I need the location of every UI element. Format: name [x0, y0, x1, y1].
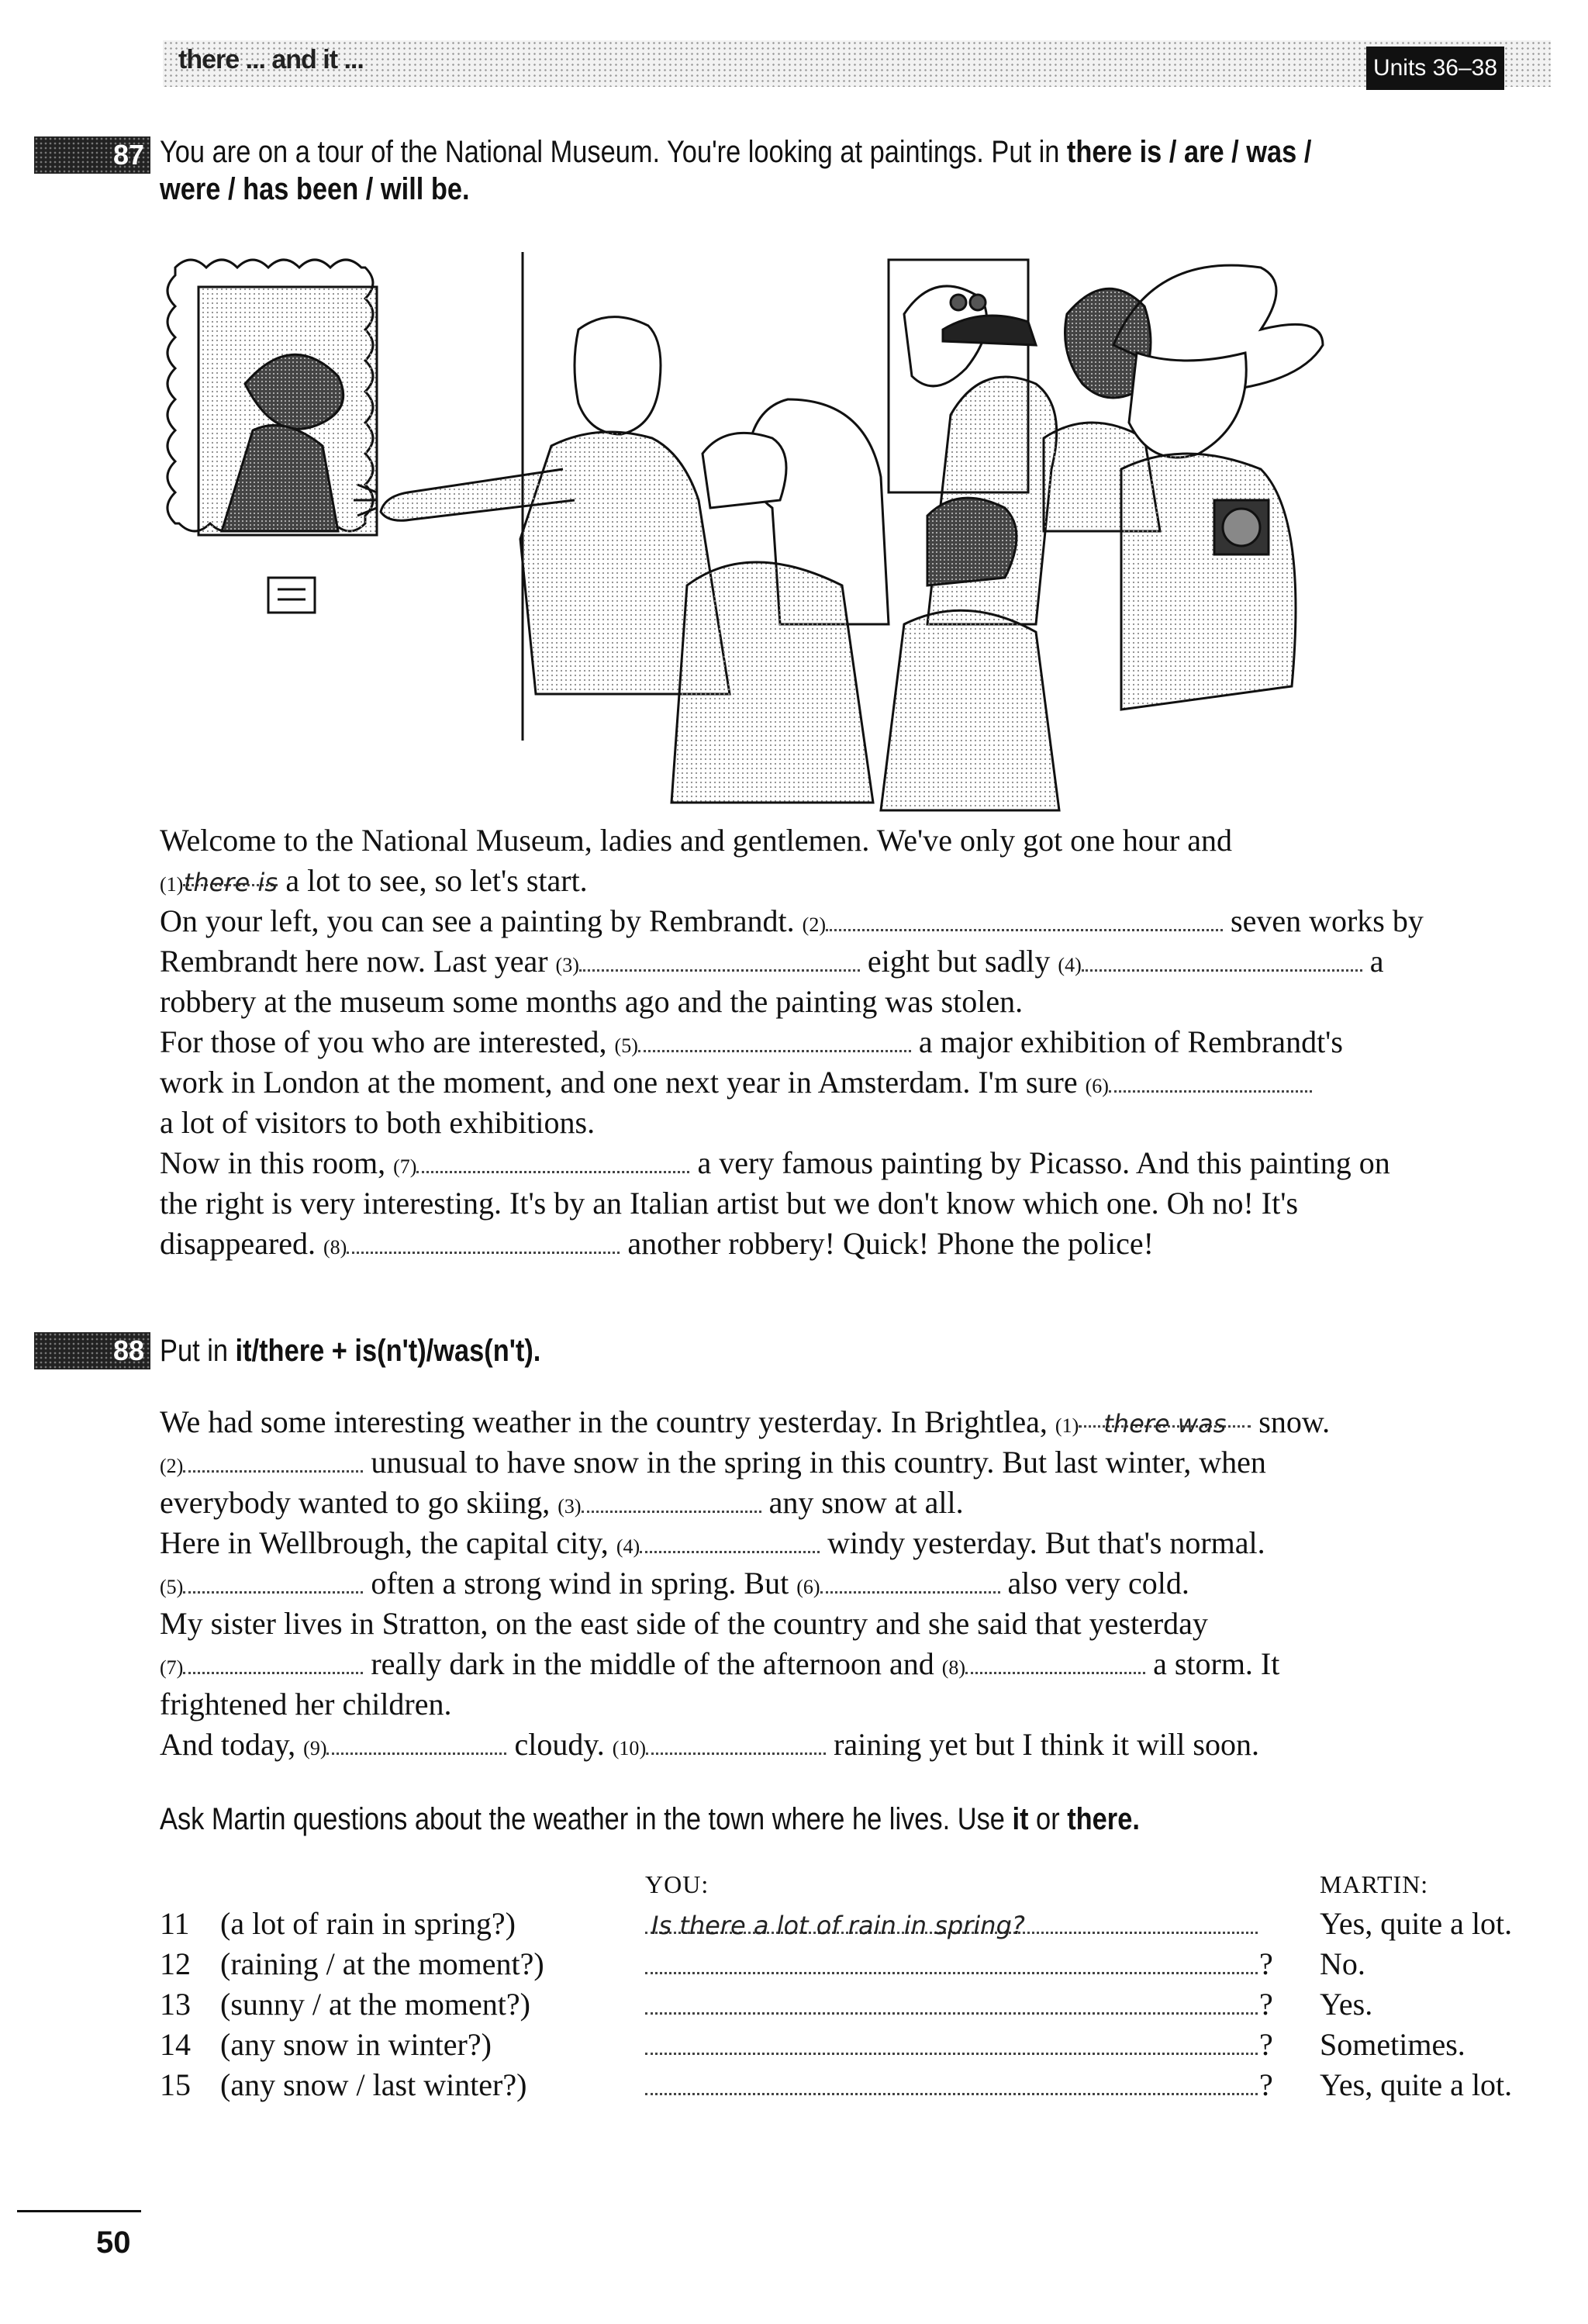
question-row: 11 (a lot of rain in spring?) Is there a lot of rain in spring? Yes, quite a lot.	[160, 1904, 1555, 1944]
handwritten-answer: there was	[1103, 1409, 1227, 1438]
answer-blank-88-1[interactable]	[1079, 1402, 1251, 1438]
answer-blank-87-2[interactable]	[826, 906, 1223, 931]
answer-blank-87-8[interactable]	[347, 1228, 620, 1254]
you-column-label: YOU:	[645, 1870, 709, 1898]
answer-blank-88-5[interactable]	[183, 1568, 363, 1594]
museum-tour-illustration	[160, 237, 1478, 814]
answer-line-13[interactable]	[645, 1984, 1258, 2015]
exercise-87-badge: 87	[34, 136, 150, 174]
exercise-88-badge: 88	[34, 1332, 150, 1369]
handwritten-answer: there is	[183, 868, 278, 897]
answer-line-12[interactable]	[645, 1944, 1258, 1974]
question-row: 14 (any snow in winter?) ? Sometimes.	[160, 2025, 1555, 2065]
exercise-88-text: We had some interesting weather in the country yesterday. In Brightlea, (1) there was snow. (2) unusual to have snow in the spring in this country. But last winter, when everybody wanted to go skiing, (3) any snow at all. Here in Wellbrough, the capital city, (4) windy yesterday. But that's normal. (5) often a strong wind in spring. But (6) also very cold. My sister lives in Stratton, on the east side of the country and she said that yesterday (7) really dark in the middle of the afternoon and (8) a storm. It frightened her children. And today, (9) cloudy. (10) raining yet but I think it will soon.	[160, 1402, 1555, 1765]
answer-blank-88-3[interactable]	[582, 1487, 761, 1513]
answer-blank-88-9[interactable]	[326, 1729, 506, 1755]
exercise-88-part2-instruction: Ask Martin questions about the weather in the town where he lives. Use it or there.	[160, 1802, 1140, 1836]
question-row: 12 (raining / at the moment?) ? No.	[160, 1944, 1555, 1984]
answer-blank-87-1[interactable]	[183, 861, 278, 897]
units-tab: Units 36–38	[1366, 47, 1504, 90]
question-table	[160, 1904, 1555, 2105]
question-row: 15 (any snow / last winter?) ? Yes, quite a lot.	[160, 2065, 1555, 2105]
answer-blank-87-5[interactable]	[638, 1027, 911, 1052]
answer-line-15[interactable]	[645, 2065, 1258, 2095]
answer-blank-88-4[interactable]	[640, 1528, 820, 1553]
answer-line-11[interactable]	[645, 1904, 1258, 1940]
exercise-87-text: Welcome to the National Museum, ladies and gentlemen. We've only got one hour and (1)there is a lot to see, so let's start. On your left, you can see a painting by Rembrandt. (2) seven works by Rembrandt here now. Last year (3) eight but sadly (4) a robbery at the museum some months ago and the painting was stolen. For those of you who are interested, (5) a major exhibition of Rembrandt's work in London at the moment, and one next year in Amsterdam. I'm sure (6) a lot of visitors to both exhibitions. Now in this room, (7) a very famous painting by Picasso. And this painting on the right is very interesting. It's by an Italian artist but we don't know which one. Oh no! It's disappeared. (8) another robbery! Quick! Phone the police!	[160, 823, 1424, 1261]
question-row: 13 (sunny / at the moment?) ? Yes.	[160, 1984, 1555, 2025]
handwritten-answer: Is there a lot of rain in spring?	[651, 1911, 1025, 1940]
header-band	[163, 40, 1551, 87]
page-number-rule	[17, 2210, 141, 2212]
martin-column-label: MARTIN:	[1320, 1870, 1429, 1898]
exercise-87-instruction: You are on a tour of the National Museum. You're looking at paintings. Put in there is / are / was / were / has been / will be.	[160, 135, 1312, 206]
answer-blank-87-3[interactable]	[579, 946, 860, 972]
answer-blank-88-2[interactable]	[183, 1447, 363, 1473]
answer-blank-88-7[interactable]	[183, 1649, 363, 1674]
answer-blank-88-10[interactable]	[646, 1729, 826, 1755]
answer-line-14[interactable]	[645, 2025, 1258, 2055]
answer-blank-88-6[interactable]	[820, 1568, 1000, 1594]
answer-blank-87-7[interactable]	[416, 1148, 689, 1173]
exercise-88-instruction: Put in it/there + is(n't)/was(n't).	[160, 1334, 541, 1368]
answer-blank-87-4[interactable]	[1082, 946, 1362, 972]
page-number: 50	[96, 2226, 131, 2260]
answer-blank-88-8[interactable]	[965, 1649, 1145, 1674]
answer-blank-87-6[interactable]	[1109, 1067, 1312, 1093]
section-title: there ... and it ...	[178, 45, 364, 74]
